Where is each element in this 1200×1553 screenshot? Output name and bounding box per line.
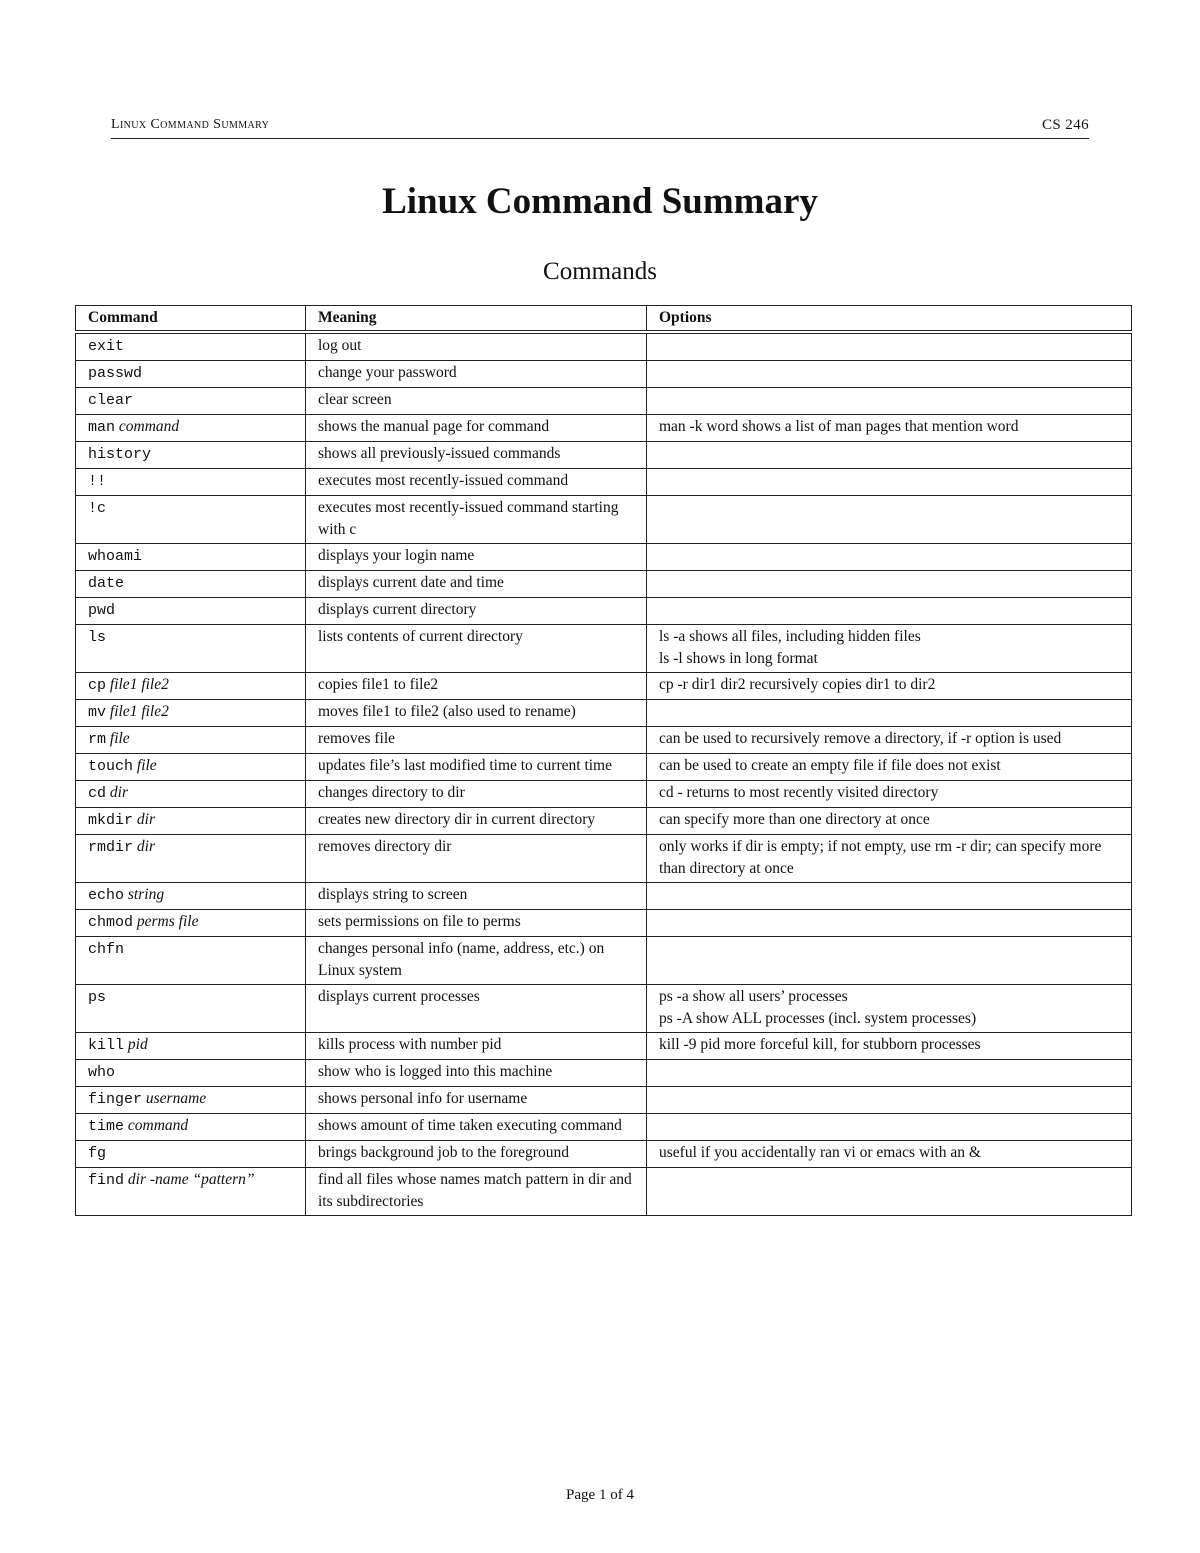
table-row [76,781,1132,808]
table-row [76,754,1132,781]
command-argument: username [145,1090,207,1107]
options-cell [647,1114,1132,1141]
table-row [76,835,1132,883]
options-cell: can be used to create an empty file if file does not exist [647,754,1132,781]
command-name: ls [88,629,107,646]
command-name: time [88,1118,125,1135]
table-row [76,727,1132,754]
meaning-cell: executes most recently-issued command starting with c [306,496,647,544]
command-name: ps [88,989,107,1006]
options-cell [647,361,1132,388]
meaning-cell: shows all previously-issued commands [306,442,647,469]
options-cell: only works if dir is empty; if not empty, use rm -r dir; can specify more than directory at once [647,835,1132,883]
table-row [76,625,1132,673]
command-cell [76,1141,306,1168]
table-row [76,496,1132,544]
table-row [76,388,1132,415]
options-cell: can specify more than one directory at once [647,808,1132,835]
options-cell [647,1168,1132,1216]
command-name: chfn [88,941,125,958]
table-row [76,442,1132,469]
command-argument: command [118,418,180,435]
command-cell [76,442,306,469]
running-header [111,116,1089,139]
table-row [76,361,1132,388]
meaning-cell: brings background job to the foreground [306,1141,647,1168]
command-name: cd [88,785,107,802]
options-cell: cd - returns to most recently visited directory [647,781,1132,808]
table-row [76,598,1132,625]
command-argument: command [127,1117,189,1134]
meaning-cell: displays your login name [306,544,647,571]
command-cell [76,544,306,571]
options-cell [647,883,1132,910]
page-number: Page 1 of 4 [566,1487,634,1503]
command-name: whoami [88,548,143,565]
command-argument: string [127,886,165,903]
options-cell [647,625,1132,673]
command-name: exit [88,338,125,355]
command-name: date [88,575,125,592]
meaning-cell: show who is logged into this machine [306,1060,647,1087]
options-cell [647,332,1132,361]
table-row [76,1168,1132,1216]
command-cell [76,727,306,754]
option-line: ps -a show all users’ processes [659,988,848,1005]
meaning-cell: copies file1 to file2 [306,673,647,700]
command-cell [76,598,306,625]
table-row [76,1087,1132,1114]
command-cell [76,937,306,985]
command-name: find [88,1172,125,1189]
page-title: Linux Command Summary [382,181,818,222]
meaning-cell: sets permissions on file to perms [306,910,647,937]
command-cell [76,469,306,496]
command-cell [76,700,306,727]
option-line: ls -l shows in long format [659,650,818,667]
table-row [76,1060,1132,1087]
command-cell [76,496,306,544]
option-line: ls -a shows all files, including hidden files [659,628,921,645]
command-cell [76,808,306,835]
table-row [76,571,1132,598]
column-header-command: Command [76,306,306,333]
meaning-cell: displays current date and time [306,571,647,598]
command-argument: dir -name “pattern” [127,1171,255,1188]
command-argument: dir [136,811,155,828]
table-row [76,415,1132,442]
command-argument: dir [109,784,128,801]
meaning-cell: shows amount of time taken executing command [306,1114,647,1141]
options-cell [647,598,1132,625]
options-cell [647,1060,1132,1087]
section-heading: Commands [543,258,657,285]
command-cell [76,1114,306,1141]
command-argument: file [109,730,130,747]
command-name: passwd [88,365,143,382]
command-table [75,305,1132,1216]
command-cell [76,781,306,808]
meaning-cell: change your password [306,361,647,388]
table-row [76,1141,1132,1168]
command-name: kill [88,1037,125,1054]
command-name: echo [88,887,125,904]
options-cell [647,1087,1132,1114]
command-cell [76,673,306,700]
meaning-cell: executes most recently-issued command [306,469,647,496]
options-cell: can be used to recursively remove a directory, if -r option is used [647,727,1132,754]
command-name: mv [88,704,107,721]
meaning-cell: find all files whose names match pattern in dir and its subdirectories [306,1168,647,1216]
options-cell: kill -9 pid more forceful kill, for stubborn processes [647,1033,1132,1060]
meaning-cell: removes file [306,727,647,754]
command-cell [76,1060,306,1087]
table-row [76,1033,1132,1060]
meaning-cell: removes directory dir [306,835,647,883]
command-cell [76,1033,306,1060]
command-cell [76,910,306,937]
options-cell: useful if you accidentally ran vi or emacs with an & [647,1141,1132,1168]
options-cell [647,496,1132,544]
meaning-cell: lists contents of current directory [306,625,647,673]
command-name: touch [88,758,134,775]
command-argument: file1 file2 [109,676,169,693]
command-name: man [88,419,116,436]
options-cell [647,910,1132,937]
meaning-cell: changes personal info (name, address, etc.) on Linux system [306,937,647,985]
meaning-cell: shows the manual page for command [306,415,647,442]
meaning-cell: displays current directory [306,598,647,625]
options-cell [647,388,1132,415]
table-row [76,808,1132,835]
command-cell [76,985,306,1033]
command-name: clear [88,392,134,409]
options-cell [647,571,1132,598]
options-cell [647,469,1132,496]
column-header-options: Options [647,306,1132,333]
table-row [76,332,1132,361]
table-header-row [76,306,1132,333]
table-row [76,700,1132,727]
command-name: pwd [88,602,116,619]
command-cell [76,1168,306,1216]
options-cell [647,442,1132,469]
meaning-cell: updates file’s last modified time to current time [306,754,647,781]
command-cell [76,754,306,781]
header-title: Linux Command Summary [111,117,270,132]
options-cell [647,937,1132,985]
command-argument: file1 file2 [109,703,169,720]
command-name: finger [88,1091,143,1108]
command-name: chmod [88,914,134,931]
command-cell [76,883,306,910]
options-cell: cp -r dir1 dir2 recursively copies dir1 to dir2 [647,673,1132,700]
command-cell [76,361,306,388]
option-line: ps -A show ALL processes (incl. system processes) [659,1010,977,1027]
command-name: history [88,446,152,463]
table-row [76,1114,1132,1141]
meaning-cell: displays string to screen [306,883,647,910]
command-argument: pid [127,1036,148,1053]
command-name: mkdir [88,812,134,829]
meaning-cell: changes directory to dir [306,781,647,808]
options-cell [647,700,1132,727]
options-cell: man -k word shows a list of man pages that mention word [647,415,1132,442]
command-name: !! [88,473,107,490]
options-cell [647,544,1132,571]
command-name: !c [88,500,107,517]
table-row [76,937,1132,985]
command-cell [76,415,306,442]
command-cell [76,571,306,598]
command-cell [76,388,306,415]
command-cell [76,625,306,673]
meaning-cell: shows personal info for username [306,1087,647,1114]
column-header-meaning: Meaning [306,306,647,333]
command-argument: perms file [136,913,199,930]
table-row [76,469,1132,496]
command-argument: file [136,757,157,774]
meaning-cell: clear screen [306,388,647,415]
command-name: rm [88,731,107,748]
command-name: fg [88,1145,107,1162]
options-cell [647,985,1132,1033]
table-row [76,544,1132,571]
table-row [76,673,1132,700]
meaning-cell: log out [306,332,647,361]
table-row [76,883,1132,910]
meaning-cell: moves file1 to file2 (also used to rename) [306,700,647,727]
table-row [76,985,1132,1033]
command-cell [76,1087,306,1114]
command-cell [76,835,306,883]
meaning-cell: displays current processes [306,985,647,1033]
command-name: rmdir [88,839,134,856]
header-course: CS 246 [1042,117,1089,133]
command-cell [76,332,306,361]
command-name: who [88,1064,116,1081]
table-row [76,910,1132,937]
command-argument: dir [136,838,155,855]
meaning-cell: creates new directory dir in current directory [306,808,647,835]
command-name: cp [88,677,107,694]
meaning-cell: kills process with number pid [306,1033,647,1060]
